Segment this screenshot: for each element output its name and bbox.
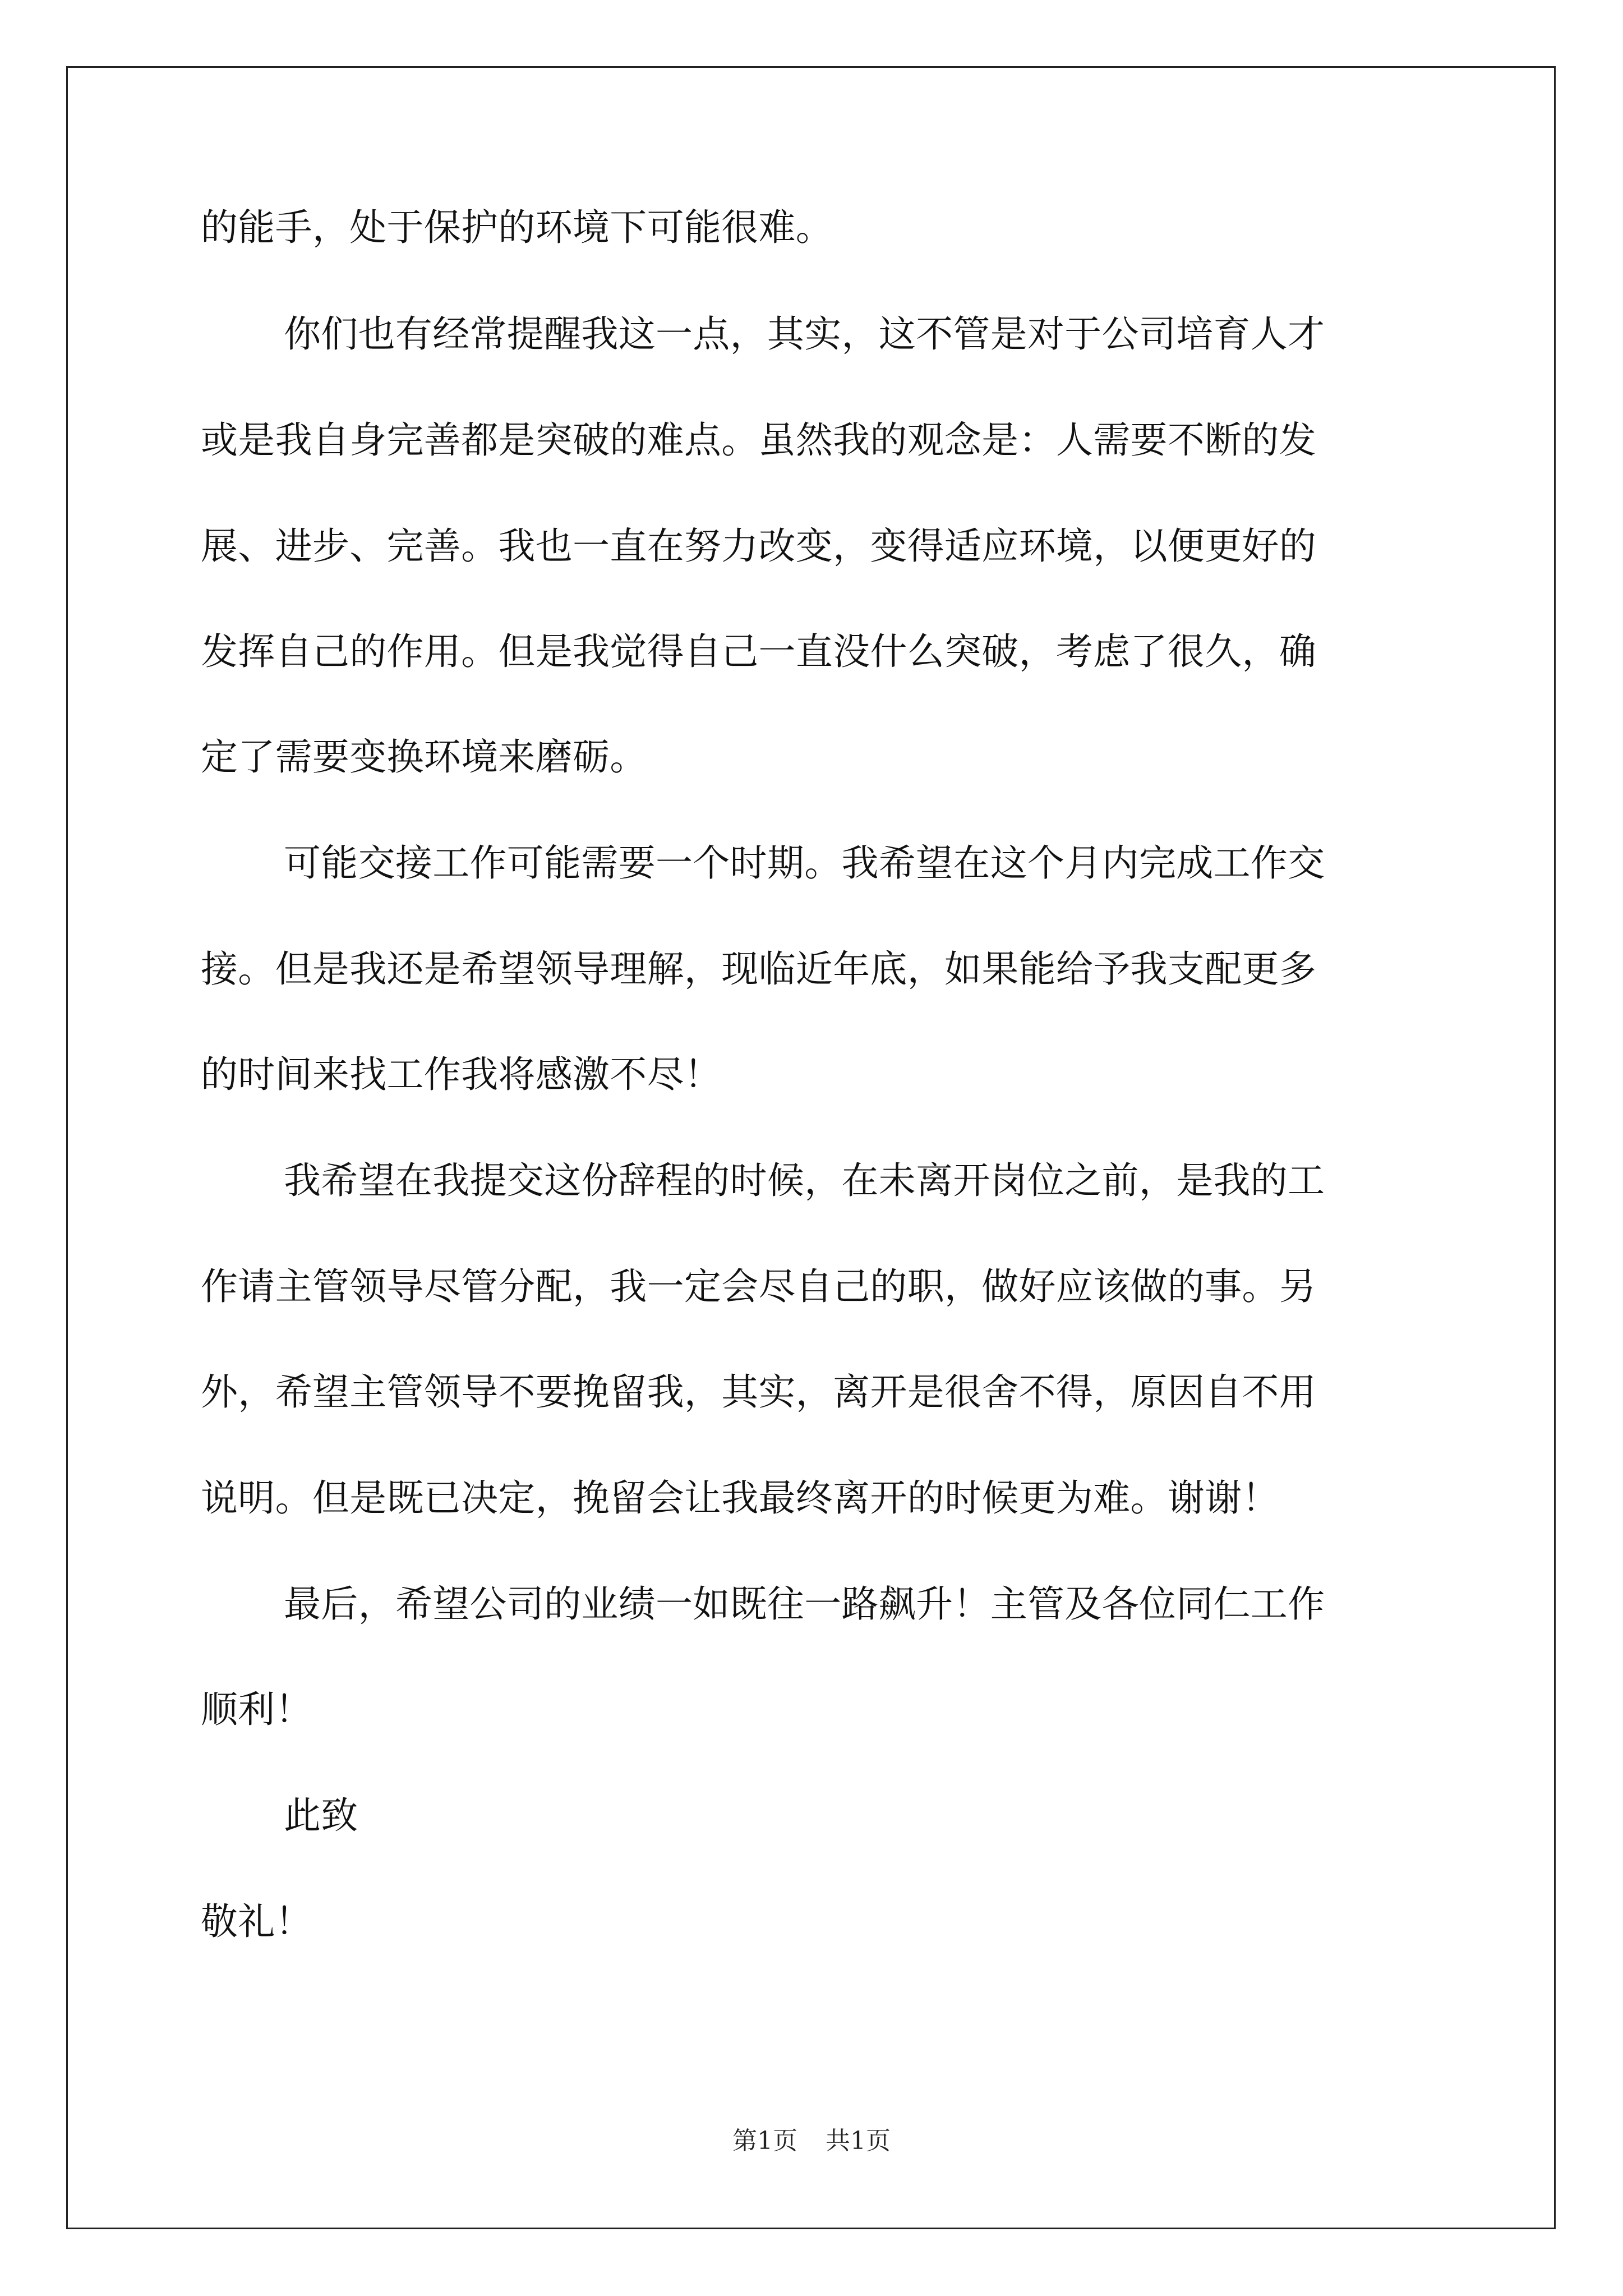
text-line: 顺利！ <box>201 1688 312 1731</box>
page-current: 第1页 <box>732 2127 797 2155</box>
text-line: 可能交接工作可能需要一个时期。我希望在这个月内完成工作交 <box>284 841 1325 885</box>
text-line: 作请主管领导尽管分配，我一定会尽自己的职，做好应该做的事。另 <box>201 1265 1316 1308</box>
page-footer <box>0 2126 1623 2156</box>
text-line: 的时间来找工作我将感激不尽！ <box>201 1053 722 1096</box>
page-total: 共1页 <box>826 2127 891 2155</box>
text-line: 你们也有经常提醒我这一点，其实，这不管是对于公司培育人才 <box>284 312 1325 356</box>
text-line: 说明。但是既已决定，挽留会让我最终离开的时候更为难。谢谢！ <box>201 1476 1279 1520</box>
text-line: 展、进步、完善。我也一直在努力改变，变得适应环境，以便更好的 <box>201 524 1316 568</box>
text-line: 我希望在我提交这份辞程的时候，在未离开岗位之前，是我的工 <box>284 1159 1325 1202</box>
text-line: 接。但是我还是希望领导理解，现临近年底，如果能给予我支配更多 <box>201 947 1316 991</box>
text-line: 或是我自身完善都是突破的难点。虽然我的观念是：人需要不断的发 <box>201 418 1316 462</box>
closing-line: 此致 <box>284 1794 358 1837</box>
text-line: 发挥自己的作用。但是我觉得自己一直没什么突破，考虑了很久，确 <box>201 630 1316 673</box>
text-line: 外，希望主管领导不要挽留我，其实，离开是很舍不得，原因自不用 <box>201 1370 1316 1414</box>
salutation-line: 敬礼！ <box>201 1900 312 1943</box>
text-line: 定了需要变换环境来磨砺。 <box>201 735 647 779</box>
text-line: 的能手，处于保护的环境下可能很难。 <box>201 206 833 249</box>
text-line: 最后，希望公司的业绩一如既往一路飙升！主管及各位同仁工作 <box>284 1582 1325 1626</box>
